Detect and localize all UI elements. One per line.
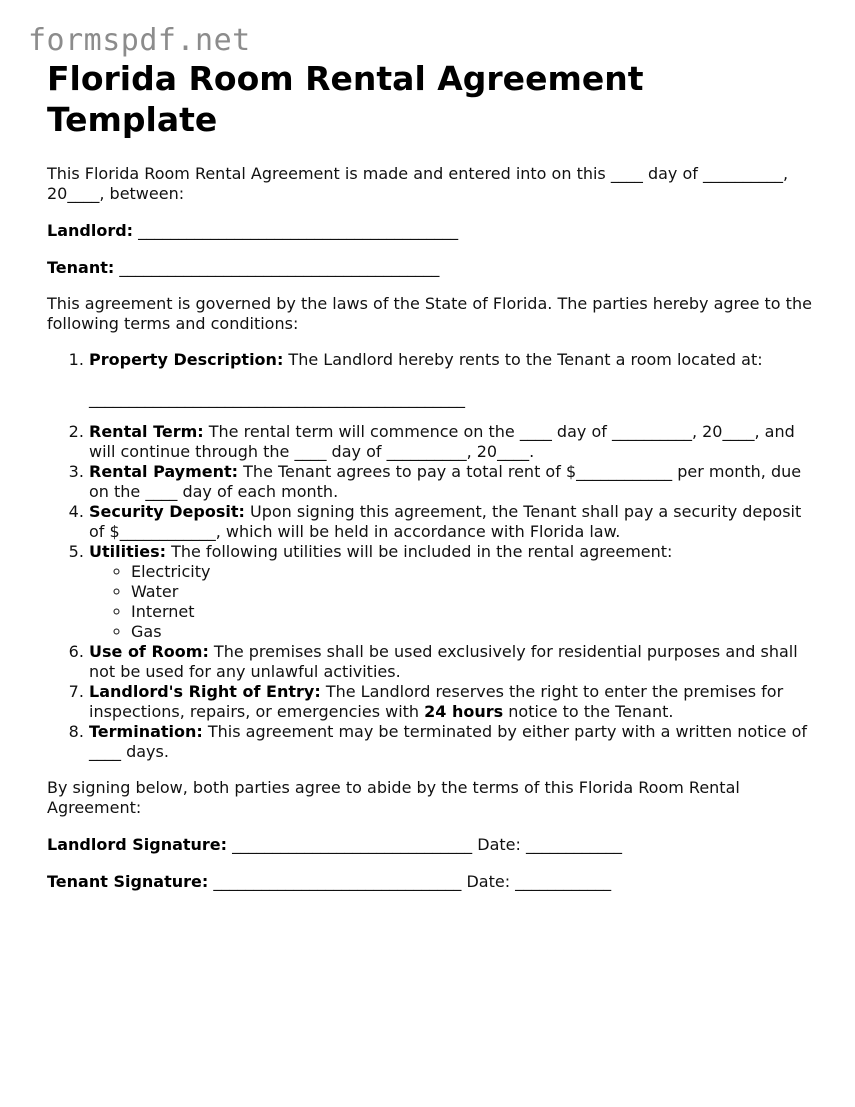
page-title: Florida Room Rental Agreement Template bbox=[47, 59, 644, 139]
landlord-date-blank: ____________ bbox=[525, 835, 622, 854]
tenant-date-blank: ____________ bbox=[515, 872, 612, 891]
term-property-description bbox=[89, 350, 817, 422]
document bbox=[47, 58, 817, 892]
term-label: Use of Room: bbox=[89, 642, 209, 661]
term-text: The Tenant agrees to pay a total rent of $____________ per month, due on the ____ day of each month. bbox=[89, 462, 802, 501]
property-address-blank: _______________________________________________ bbox=[89, 389, 465, 408]
notice-period: 24 hours bbox=[424, 702, 504, 721]
term-label: Utilities: bbox=[89, 542, 166, 561]
term-rental-term bbox=[89, 422, 817, 462]
tenant-blank: ________________________________________ bbox=[119, 258, 440, 277]
tenant-line bbox=[47, 258, 817, 278]
watermark: formspdf.net bbox=[28, 23, 251, 58]
tenant-label: Tenant: bbox=[47, 258, 115, 277]
tenant-signature-blank: _______________________________ bbox=[208, 872, 462, 891]
utility-item: ◦ Water bbox=[131, 582, 817, 602]
term-label: Rental Payment: bbox=[89, 462, 239, 481]
tenant-signature-label: Tenant Signature: bbox=[47, 872, 209, 891]
utility-item: ◦ Electricity bbox=[131, 562, 817, 582]
landlord-label: Landlord: bbox=[47, 221, 134, 240]
term-security-deposit bbox=[89, 502, 817, 542]
date-label: Date: bbox=[472, 835, 526, 854]
landlord-line bbox=[47, 221, 817, 241]
term-utilities bbox=[89, 542, 817, 642]
term-text: notice to the Tenant. bbox=[503, 702, 674, 721]
landlord-blank: ________________________________________ bbox=[138, 221, 459, 240]
intro-paragraph: This Florida Room Rental Agreement is made and entered into on this ____ day of __________, 20____, between: bbox=[47, 164, 789, 203]
term-label: Property Description: bbox=[89, 350, 284, 369]
utility-item: ◦ Gas bbox=[131, 622, 817, 642]
term-label: Rental Term: bbox=[89, 422, 204, 441]
term-right-of-entry bbox=[89, 682, 817, 722]
utilities-list bbox=[89, 562, 817, 642]
term-text: The following utilities will be included in the rental agreement: bbox=[166, 542, 673, 561]
term-use-of-room bbox=[89, 642, 817, 682]
landlord-signature-label: Landlord Signature: bbox=[47, 835, 228, 854]
term-text: The rental term will commence on the ____ day of __________, 20____, and will continue through the ____ day of __________, 20____. bbox=[89, 422, 795, 461]
term-text: The Landlord hereby rents to the Tenant a room located at: bbox=[283, 350, 763, 369]
date-label: Date: bbox=[461, 872, 516, 891]
term-termination bbox=[89, 722, 817, 762]
tenant-signature-line bbox=[47, 872, 817, 892]
terms-list bbox=[47, 350, 817, 762]
term-text: Upon signing this agreement, the Tenant shall pay a security deposit of $____________, which will be held in accordance with Florida law. bbox=[89, 502, 802, 541]
term-text: The premises shall be used exclusively for residential purposes and shall not be used for any unlawful activities. bbox=[89, 642, 798, 681]
term-rental-payment bbox=[89, 462, 817, 502]
closing-paragraph: By signing below, both parties agree to abide by the terms of this Florida Room Rental Agreement: bbox=[47, 778, 740, 817]
landlord-signature-line bbox=[47, 835, 817, 855]
landlord-signature-blank: ______________________________ bbox=[227, 835, 473, 854]
term-label: Termination: bbox=[89, 722, 203, 741]
governing-law-paragraph: This agreement is governed by the laws of the State of Florida. The parties hereby agree to the following terms and conditions: bbox=[47, 294, 812, 333]
term-text: This agreement may be terminated by either party with a written notice of ____ days. bbox=[89, 722, 807, 761]
term-label: Security Deposit: bbox=[89, 502, 245, 521]
term-label: Landlord's Right of Entry: bbox=[89, 682, 321, 701]
spacer bbox=[89, 409, 817, 422]
utility-item: ◦ Internet bbox=[131, 602, 817, 622]
term-text: The Landlord reserves the right to enter the premises for inspections, repairs, or emergencies with bbox=[89, 682, 784, 721]
